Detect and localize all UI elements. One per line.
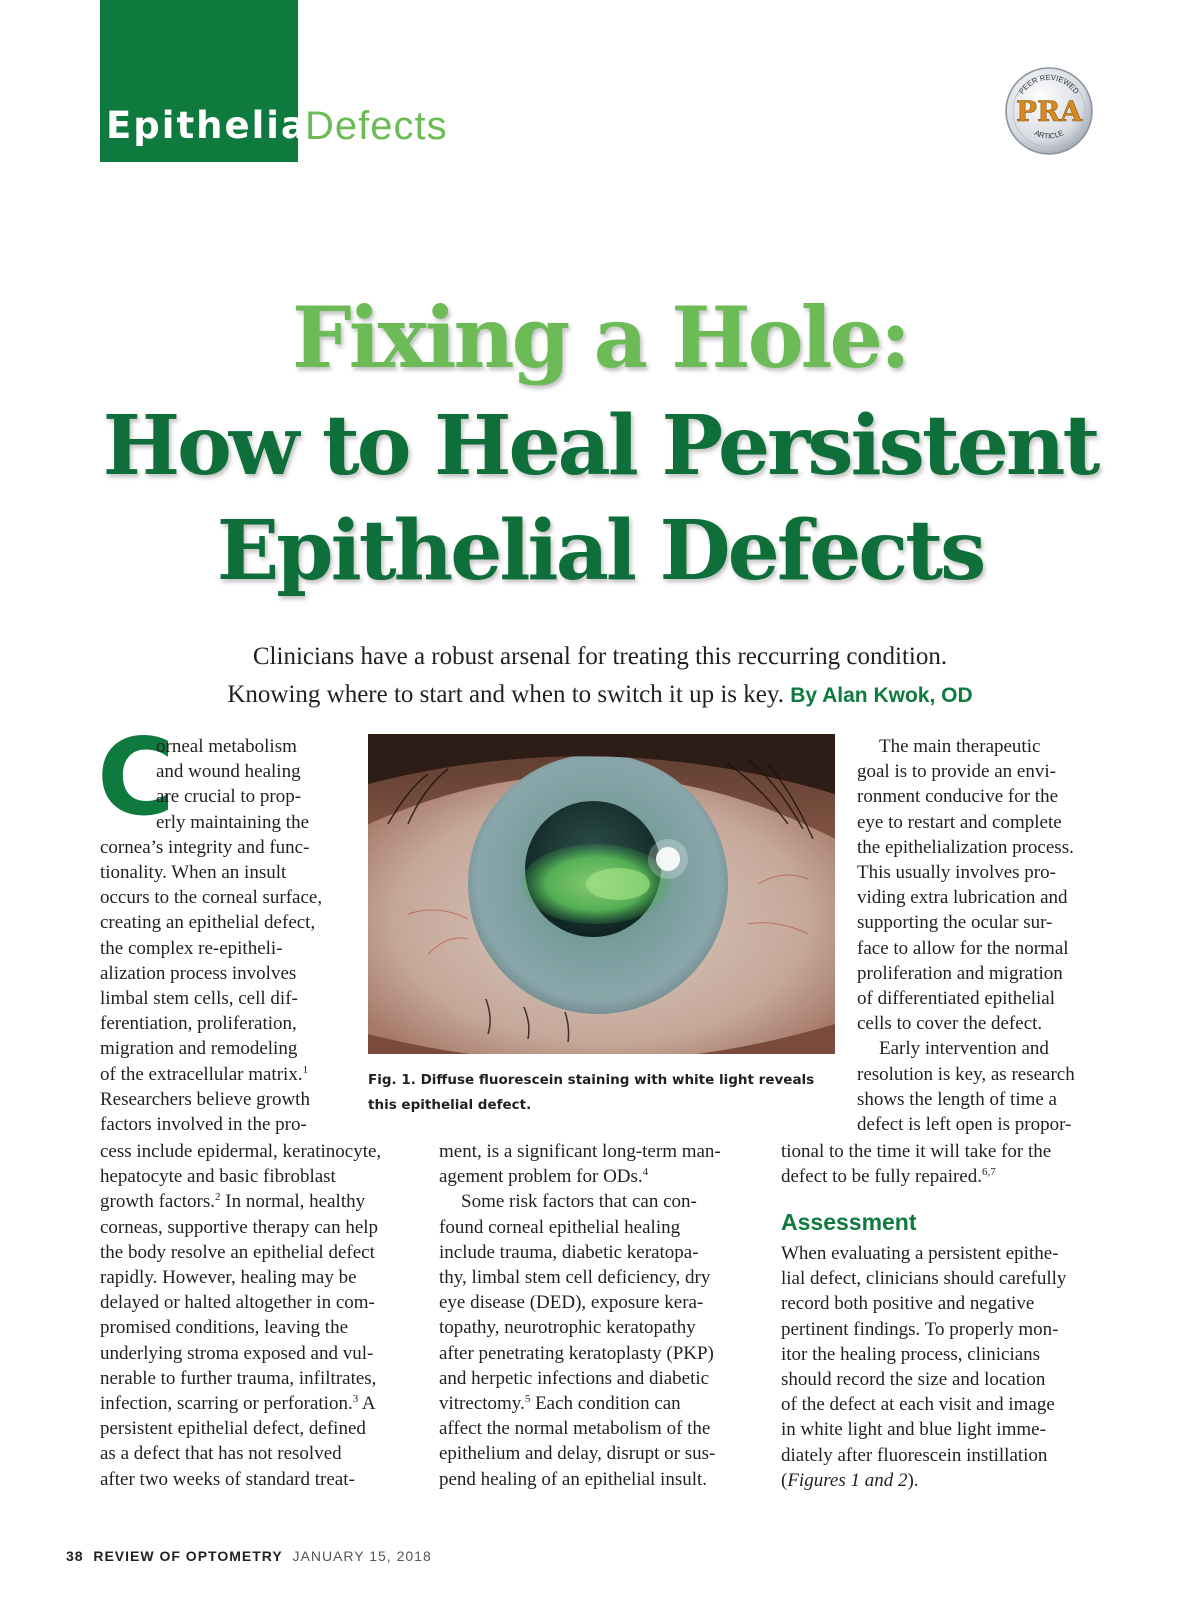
drop-cap: C	[97, 716, 175, 839]
body-line: When evaluating a persistent epithe-	[781, 1243, 1059, 1264]
reference-marker: 2	[215, 1191, 221, 1204]
subheading-assessment: Assessment	[781, 1209, 917, 1235]
body-line-text: of the extracellular matrix.	[100, 1063, 303, 1085]
body-line: Early intervention and	[879, 1038, 1049, 1060]
body-line-text: A	[358, 1393, 376, 1415]
body-line: of the defect at each visit and image	[781, 1394, 1055, 1416]
body-line	[439, 1164, 757, 1189]
assessment-paragraph	[781, 1241, 1099, 1493]
body-line-text: (	[781, 1469, 788, 1491]
body-line	[781, 1468, 1099, 1493]
body-line: topathy, neurotrophic keratopathy	[439, 1317, 696, 1339]
body-line: pertinent findings. To properly mon-	[781, 1318, 1059, 1340]
reference-marker: 3	[352, 1393, 359, 1406]
body-line: should record the size and location	[781, 1369, 1046, 1391]
body-line-text: vitrectomy.	[439, 1393, 525, 1415]
body-line: factors involved in the pro-	[100, 1114, 307, 1136]
article-deck-line-2	[0, 681, 1200, 709]
body-line: promised conditions, leaving the	[100, 1317, 349, 1339]
body-line: Some risk factors that can con-	[461, 1191, 697, 1213]
body-line-text: Each condition can	[530, 1393, 681, 1415]
body-line: alization process involves	[100, 962, 297, 984]
body-line: cornea’s integrity and func-	[100, 836, 310, 858]
body-line	[100, 1189, 418, 1214]
body-line: eye disease (DED), exposure kera-	[439, 1292, 704, 1314]
body-line	[781, 1164, 1099, 1189]
reference-marker: 6,7	[981, 1166, 996, 1179]
body-line: include trauma, diabetic keratopa-	[439, 1241, 699, 1263]
reference-marker: 4	[642, 1166, 649, 1179]
column-1-bottom	[100, 1139, 418, 1492]
body-line: proliferation and migration	[857, 962, 1063, 984]
body-line: hepatocyte and basic fibroblast	[100, 1166, 336, 1188]
body-line: tionality. When an insult	[100, 862, 287, 884]
body-line: diately after fluorescein instillation	[781, 1444, 1048, 1466]
body-line: are crucial to prop-	[156, 786, 302, 808]
page-number: 38	[66, 1548, 84, 1564]
body-line: cess include epidermal, keratinocyte,	[100, 1141, 382, 1162]
body-line: the body resolve an epithelial defect	[100, 1241, 375, 1263]
body-line-text: infection, scarring or perforation.	[100, 1393, 353, 1415]
figure-1-eye-photo	[368, 734, 835, 1054]
body-line-text: In normal, healthy	[220, 1191, 366, 1213]
body-line: affect the normal metabolism of the	[439, 1418, 711, 1440]
body-line: found corneal epithelial healing	[439, 1216, 681, 1238]
caption-line: Fig. 1. Diffuse fluorescein staining with white light reveals	[368, 1072, 815, 1088]
body-line: underlying stroma exposed and vul-	[100, 1342, 374, 1364]
body-line: nerable to further trauma, infiltrates,	[100, 1367, 377, 1389]
body-line: Researchers believe growth	[100, 1088, 310, 1110]
body-line: erly maintaining the	[156, 811, 310, 833]
body-line: goal is to provide an envi-	[857, 761, 1056, 783]
body-line: tional to the time it will take for the	[781, 1141, 1052, 1162]
svg-text:ARTICLE: ARTICLE	[1033, 128, 1065, 141]
section-label-secondary: Defects	[305, 104, 448, 148]
body-line: pend healing of an epithelial insult.	[439, 1468, 708, 1490]
body-line	[100, 1062, 360, 1087]
svg-text:PEER REVIEWED: PEER REVIEWED	[1017, 72, 1081, 96]
body-line: of differentiated epithelial	[857, 988, 1056, 1010]
article-title-line-3: Epithelial Defects	[216, 503, 984, 599]
body-line: eye to restart and complete	[857, 811, 1062, 833]
body-line: ronment conducive for the	[857, 786, 1059, 808]
body-line	[439, 1391, 757, 1416]
reference-marker: 1	[302, 1063, 309, 1076]
body-line: The main therapeutic	[879, 736, 1041, 757]
magazine-name: REVIEW OF OPTOMETRY	[93, 1548, 283, 1564]
body-line-text: growth factors.	[100, 1191, 216, 1213]
section-label-primary: Epithelial	[106, 104, 323, 147]
body-line: persistent epithelial defect, defined	[100, 1418, 366, 1440]
body-line: defect is left open is propor-	[857, 1114, 1072, 1136]
body-line: delayed or halted altogether in com-	[100, 1292, 375, 1314]
page-footer	[66, 1548, 432, 1564]
body-line: resolution is key, as research	[857, 1063, 1075, 1085]
column-1-top	[100, 734, 360, 1137]
body-line: migration and remodeling	[100, 1038, 298, 1060]
body-line: creating an epithelial defect,	[100, 912, 316, 934]
body-line: itor the healing process, clinicians	[781, 1343, 1041, 1365]
body-line: after two weeks of standard treat-	[100, 1468, 355, 1490]
body-line: orneal metabolism	[156, 736, 297, 757]
column-3-top	[857, 734, 1094, 1137]
body-line: ferentiation, proliferation,	[100, 1013, 297, 1035]
body-line: This usually involves pro-	[857, 862, 1056, 884]
body-line-text: defect to be fully repaired.	[781, 1166, 982, 1188]
body-line: as a defect that has not resolved	[100, 1443, 342, 1465]
byline: By Alan Kwok, OD	[790, 684, 973, 707]
peer-reviewed-badge-icon	[1004, 66, 1094, 156]
body-line: corneas, supportive therapy can help	[100, 1216, 379, 1238]
body-line: limbal stem cells, cell dif-	[100, 988, 298, 1010]
body-line: occurs to the corneal surface,	[100, 887, 323, 909]
body-line: the epithelialization process.	[857, 836, 1074, 858]
body-line: in white light and blue light imme-	[781, 1419, 1046, 1441]
deck-text: Knowing where to start and when to switch it up is key.	[227, 681, 784, 708]
caption-line: this epithelial defect.	[368, 1097, 532, 1113]
body-line	[100, 1391, 418, 1416]
body-line: and herpetic infections and diabetic	[439, 1367, 710, 1389]
body-line: thy, limbal stem cell deficiency, dry	[439, 1267, 711, 1289]
body-line-text: agement problem for ODs.	[439, 1166, 643, 1188]
body-line: ment, is a significant long-term man-	[439, 1141, 721, 1162]
body-line: shows the length of time a	[857, 1088, 1057, 1110]
svg-text:PRA: PRA	[1015, 95, 1083, 128]
body-line: supporting the ocular sur-	[857, 912, 1053, 934]
column-3-bottom	[781, 1139, 1099, 1189]
article-deck-line-1: Clinicians have a robust arsenal for treating this reccurring condition.	[252, 643, 948, 670]
body-line: face to allow for the normal	[857, 937, 1069, 959]
reference-marker: 5	[524, 1393, 531, 1406]
body-line: and wound healing	[156, 761, 301, 783]
body-line: cells to cover the defect.	[857, 1013, 1043, 1035]
article-title-line-1: Fixing a Hole:	[291, 288, 908, 387]
body-line: epithelium and delay, disrupt or sus-	[439, 1443, 716, 1465]
body-line: after penetrating keratoplasty (PKP)	[439, 1342, 714, 1364]
column-2	[439, 1139, 757, 1492]
body-line-text: ).	[907, 1469, 919, 1491]
article-title-line-2: How to Heal Persistent	[102, 398, 1098, 494]
body-line: the complex re-epitheli-	[100, 937, 283, 959]
body-line: rapidly. However, healing may be	[100, 1267, 357, 1289]
figure-1-caption	[368, 1068, 830, 1118]
body-line: record both positive and negative	[781, 1293, 1035, 1315]
body-line: viding extra lubrication and	[857, 887, 1068, 909]
body-line: lial defect, clinicians should carefully	[781, 1268, 1067, 1290]
figure-reference: Figures 1 and 2	[787, 1469, 908, 1491]
issue-date: JANUARY 15, 2018	[292, 1548, 432, 1564]
